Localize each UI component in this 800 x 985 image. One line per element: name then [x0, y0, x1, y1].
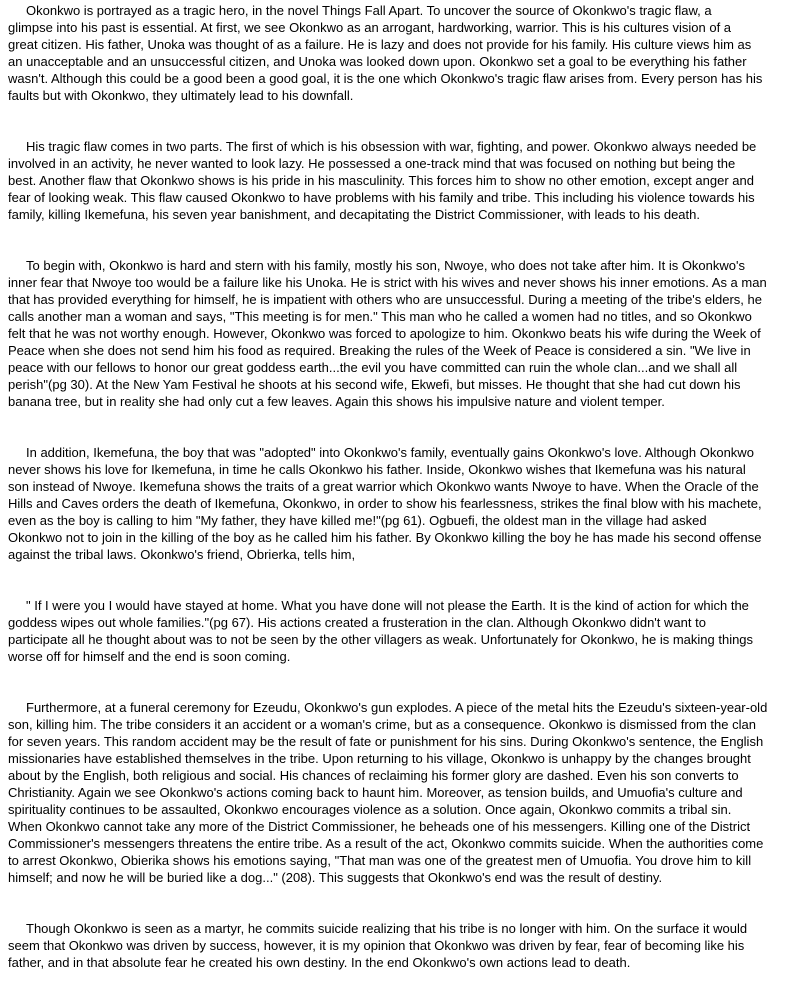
paragraph-line: Okonkwo is portrayed as a tragic hero, in the novel Things Fall Apart. To uncover the source of Okonkwo's tragic flaw, a — [26, 3, 712, 18]
paragraph-line: family, killing Ikemefuna, his seven year banishment, and decapitating the District Commissioner, with leads to his death. — [8, 207, 700, 222]
paragraph-line: spirituality continues to be assaulted, Okonkwo encourages violence as a solution. Once again, Okonkwo commits a tribal sin. — [8, 802, 732, 817]
paragraph-line: seem that Okonkwo was driven by success, however, it is my opinion that Okonkwo was driven by fear, fear of becoming like his — [8, 938, 745, 953]
paragraph-line: father, and in that absolute fear he created his own destiny. In the end Okonkwo's own actions lead to death. — [8, 955, 631, 970]
paragraph-line: fear of looking weak. This flaw caused Okonkwo to have problems with his family and tribe. This including his violence towards his — [8, 190, 755, 205]
paragraph-line: worse off for himself and the end is soon coming. — [8, 649, 291, 664]
paragraph-line: wasn't. Although this could be a good been a good goal, it is the one which Okonkwo's tragic flaw arises from. Every person has his — [8, 71, 763, 86]
paragraph-line: for seven years. This random accident may be the result of fate or punishment for his sins. During Okonkwo's sentence, the English — [8, 734, 764, 749]
paragraph-line: Okonkwo not to join in the killing of the boy as he called him his father. By Okonkwo killing the boy he has made his second offense — [8, 530, 762, 545]
paragraph-line: faults but with Okonkwo, they ultimately lead to his downfall. — [8, 88, 354, 103]
paragraph-line: Peace when she does not send him his food as required. Breaking the rules of the Week of Peace is considered a sin. "We live in — [8, 343, 751, 358]
paragraph-line: Commissioner's messengers threatens the entire tribe. As a result of the act, Okonkwo commits suicide. When the authorities come — [8, 836, 764, 851]
paragraph-line: To begin with, Okonkwo is hard and stern with his family, mostly his son, Nwoye, who does not take after him. It is Okonkwo's — [26, 258, 745, 273]
paragraph-line: peace with our fellows to honor our great goddess earth...the evil you have committed can ruin the whole clan...and we shall all — [8, 360, 738, 375]
paragraph-line: In addition, Ikemefuna, the boy that was "adopted" into Okonkwo's family, eventually gains Okonkwo's love. Although Okonkwo — [26, 445, 754, 460]
paragraph-line: glimpse into his past is essential. At first, we see Okonkwo as an arrogant, hardworking, warrior. This is his cultures vision of a — [8, 20, 732, 35]
paragraph-line: that has provided everything for himself, he is impatient with others who are unsuccessful. During a meeting of the tribe's elders, he — [8, 292, 762, 307]
paragraph-line: himself; and now he will be buried like a dog..." (208). This suggests that Okonkwo's end was the result of destiny. — [8, 870, 663, 885]
paragraph-line: about by the English, both religious and social. His chances of reclaiming his former glory are dashed. Even his son converts to — [8, 768, 739, 783]
paragraph-line: When Okonkwo cannot take any more of the District Commissioner, he beheads one of his messengers. Killing one of the District — [8, 819, 751, 834]
paragraph-line: Christianity. Again we see Okonkwo's actions coming back to haunt him. Moreover, as tension builds, and Umuofia's culture and — [8, 785, 743, 800]
paragraph-line: an unacceptable and an unsuccessful citizen, and Unoka was looked down upon. Okonkwo set a goal to be everything his father — [8, 54, 747, 69]
paragraph-line: missionaries have established themselves in the tribe. Upon returning to his village, Okonkwo is unhappy by the changes brought — [8, 751, 751, 766]
paragraph-line: Furthermore, at a funeral ceremony for Ezeudu, Okonkwo's gun explodes. A piece of the metal hits the Ezeudu's sixteen-year-old — [26, 700, 768, 715]
paragraph-line: best. Another flaw that Okonkwo shows is his pride in his masculinity. This forces him to show no other emotion, except anger and — [8, 173, 754, 188]
essay-paragraph — [8, 597, 800, 665]
essay-paragraph — [8, 257, 800, 410]
paragraph-line: banana tree, but in reality she had only cut a few leaves. Again this shows his impulsive nature and violent temper. — [8, 394, 665, 409]
paragraph-line: inner fear that Nwoye too would be a failure like his Unoka. He is strict with his wives and never shows his inner emotions. As a man — [8, 275, 767, 290]
paragraph-line: felt that he was not worthy enough. However, Okonkwo was forced to apologize to him. Okonkwo beats his wife during the Week of — [8, 326, 761, 341]
paragraph-line: great citizen. His father, Unoka was thought of as a failure. He is lazy and does not provide for his family. His culture views him as — [8, 37, 752, 52]
essay-paragraph — [8, 444, 800, 563]
paragraph-line: never shows his love for Ikemefuna, in time he calls Okonkwo his father. Inside, Okonkwo wishes that Ikemefuna was his natural — [8, 462, 746, 477]
paragraph-line: involved in an activity, he never wanted to look lazy. He possessed a one-track mind that was focused on nothing but being the — [8, 156, 736, 171]
paragraph-line: even as the boy is calling to him "My father, they have killed me!"(pg 61). Ogbuefi, the oldest man in the village had asked — [8, 513, 707, 528]
paragraph-line: Though Okonkwo is seen as a martyr, he commits suicide realizing that his tribe is no longer with him. On the surface it would — [26, 921, 748, 936]
essay-paragraph — [8, 920, 800, 971]
paragraph-line: His tragic flaw comes in two parts. The first of which is his obsession with war, fighting, and power. Okonkwo always needed be — [26, 139, 757, 154]
essay-paragraph — [8, 138, 800, 223]
paragraph-line: to arrest Okonkwo, Obierika shows his emotions saying, "That man was one of the greatest men of Umuofia. You drove him to kill — [8, 853, 752, 868]
paragraph-line: participate all he thought about was to not be seen by the other villagers as weak. Unfortunately for Okonkwo, he is making things — [8, 632, 754, 647]
paragraph-line: calls another man a woman and says, "This meeting is for men." This man who he called a women had no titles, and so Okonkwo — [8, 309, 752, 324]
paragraph-line: perish"(pg 30). At the New Yam Festival he shoots at his second wife, Ekwefi, but misses. He thought that she had cut down his — [8, 377, 741, 392]
paragraph-line: Hills and Caves orders the death of Ikemefuna, Okonkwo, in order to show his fearlessness, strikes the final blow with his machete, — [8, 496, 762, 511]
paragraph-line: " If I were you I would have stayed at home. What you have done will not please the Earth. It is the kind of action for which the — [26, 598, 749, 613]
paragraph-line: goddess wipes out whole families."(pg 67). His actions created a frusteration in the clan. Although Okonkwo didn't want to — [8, 615, 706, 630]
paragraph-line: son, killing him. The tribe considers it an accident or a woman's crime, but as a consequence. Okonkwo is dismissed from the clan — [8, 717, 756, 732]
paragraph-line: against the tribal laws. Okonkwo's friend, Obrierka, tells him, — [8, 547, 356, 562]
essay-paragraph — [8, 2, 800, 104]
essay-paragraph — [8, 699, 800, 886]
paragraph-line: son instead of Nwoye. Ikemefuna shows the traits of a great warrior which Okonkwo wants Nwoye to have. When the Oracle of the — [8, 479, 759, 494]
